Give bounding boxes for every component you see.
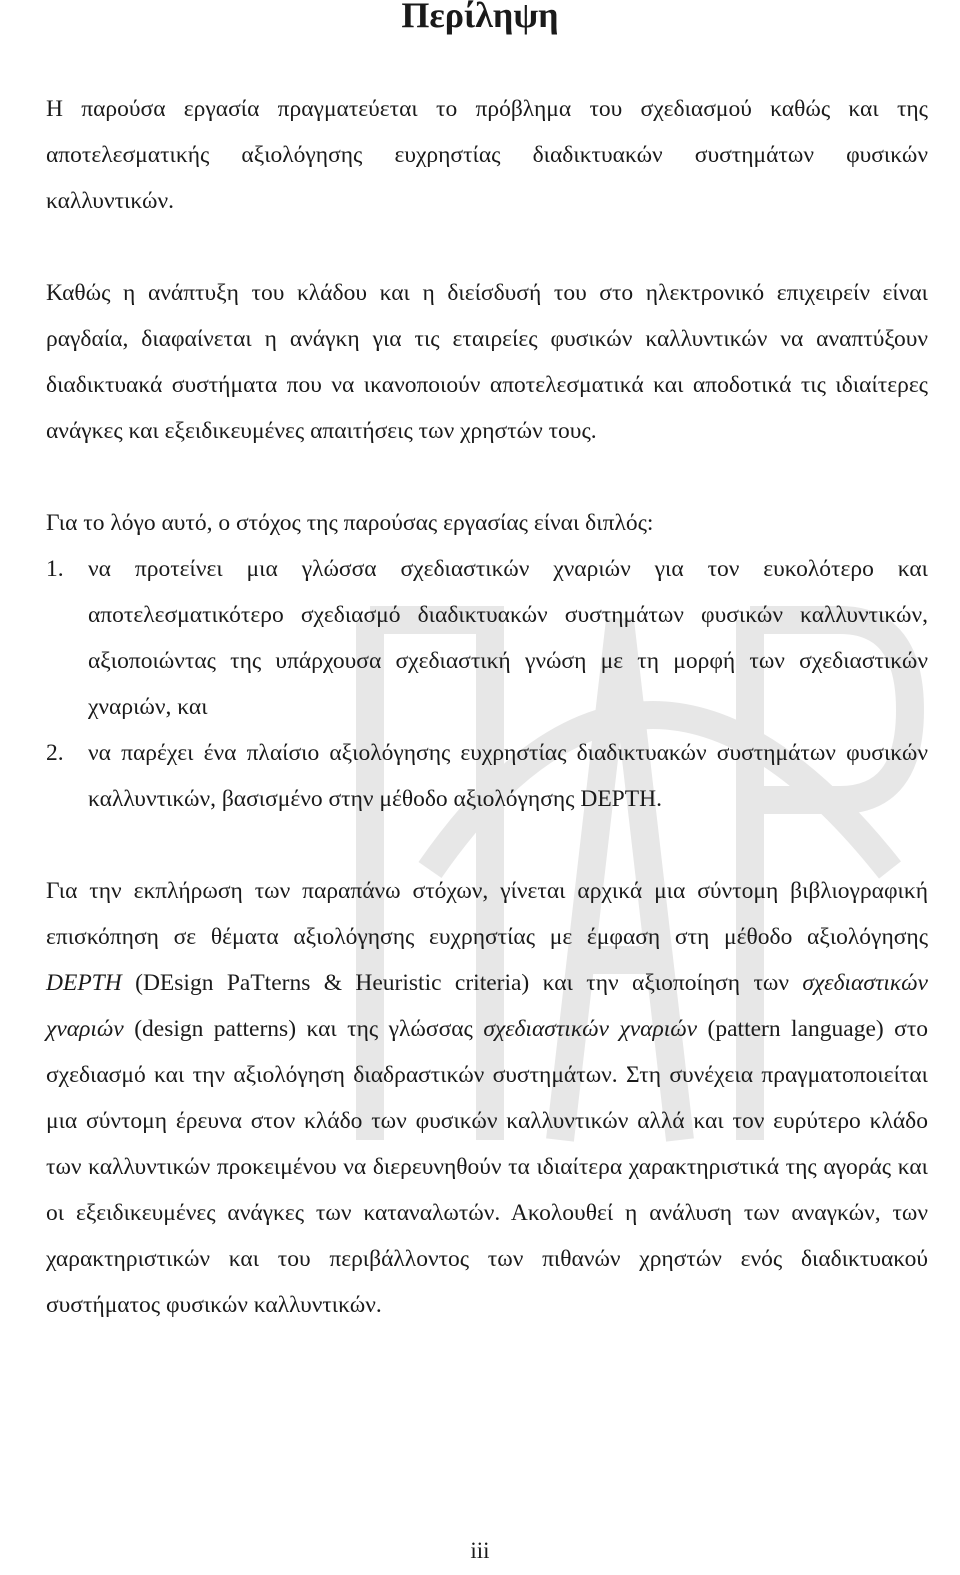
list-number: 2. bbox=[46, 740, 64, 766]
paragraph-goal: Για το λόγο αυτό, ο στόχος της παρούσας εργασίας είναι διπλός: bbox=[46, 510, 654, 536]
text-run: (pattern language) στο σχεδιασμό και την αξιολόγηση διαδραστικών συστημάτων. Στη συνέχεια πραγματοποιείται μια σύντομη έρευνα στον κλάδο των φυσικών καλλυντικών αλλά και τον ευρύτερο κλάδο των καλλυντικών προκειμένου να διερευνηθούν τα ιδιαίτερα χαρακτηριστικά της αγοράς και οι εξειδικευμένες ανάγκες των καταναλωτών. Ακολουθεί η ανάλυση των αναγκών, των χαρακτηριστικών και του περιβάλλοντος των πιθανών χρηστών ενός διαδικτυακού συστήματος φυσικών καλλυντικών. bbox=[46, 1016, 929, 1318]
italic-term: σχεδιαστικών χναριών bbox=[46, 970, 928, 1042]
paragraph-method bbox=[46, 868, 928, 1328]
italic-term: σχεδιαστικών χναριών bbox=[483, 1016, 698, 1042]
paragraph-context: Καθώς η ανάπτυξη του κλάδου και η διείσδυσή του στο ηλεκτρονικό επιχειρείν είναι ραγδαία, διαφαίνεται η ανάγκη για τις εταιρείες φυσικών καλλυντικών να αναπτύξουν διαδικτυακά συστήματα που να ικανοποιούν αποτελεσματικά και αποδοτικά τις ιδιαίτερες ανάγκες και εξειδικευμένες απαιτήσεις των χρηστών τους. bbox=[46, 280, 928, 444]
list-text: να παρέχει ένα πλαίσιο αξιολόγησης ευχρηστίας διαδικτυακών συστημάτων φυσικών καλλυντικών, βασισμένο στην μέθοδο αξιολόγησης DEPTH. bbox=[88, 740, 928, 812]
text-run: (DEsign PaTterns & Heuristic criteria) και την αξιοποίηση των bbox=[121, 970, 803, 996]
abstract-body bbox=[46, 86, 928, 1328]
list-item bbox=[46, 546, 928, 730]
text-run: (design patterns) και της γλώσσας bbox=[123, 1016, 484, 1042]
list-item bbox=[46, 730, 928, 822]
paragraph-intro: Η παρούσα εργασία πραγματεύεται το πρόβλημα του σχεδιασμού καθώς και της αποτελεσματικής αξιολόγησης ευχρηστίας διαδικτυακών συστημάτων φυσικών καλλυντικών. bbox=[46, 96, 928, 214]
list-number: 1. bbox=[46, 556, 64, 582]
text-run: Για την εκπλήρωση των παραπάνω στόχων, γίνεται αρχικά μια σύντομη βιβλιογραφική επισκόπηση σε θέματα αξιολόγησης ευχρηστίας με έμφαση στη μέθοδο αξιολόγησης bbox=[46, 878, 928, 950]
page-number: iii bbox=[470, 1538, 490, 1563]
italic-term: DEPTH bbox=[46, 970, 122, 996]
list-text: να προτείνει μια γλώσσα σχεδιαστικών χναριών για τον ευκολότερο και αποτελεσματικότερο σχεδιασμό διαδικτυακών συστημάτων φυσικών καλλυντικών, αξιοποιώντας της υπάρχουσα σχεδιαστική γνώση με τη μορφή των σχεδιαστικών χναριών, και bbox=[88, 556, 928, 720]
page-title: Περίληψη bbox=[401, 0, 559, 35]
